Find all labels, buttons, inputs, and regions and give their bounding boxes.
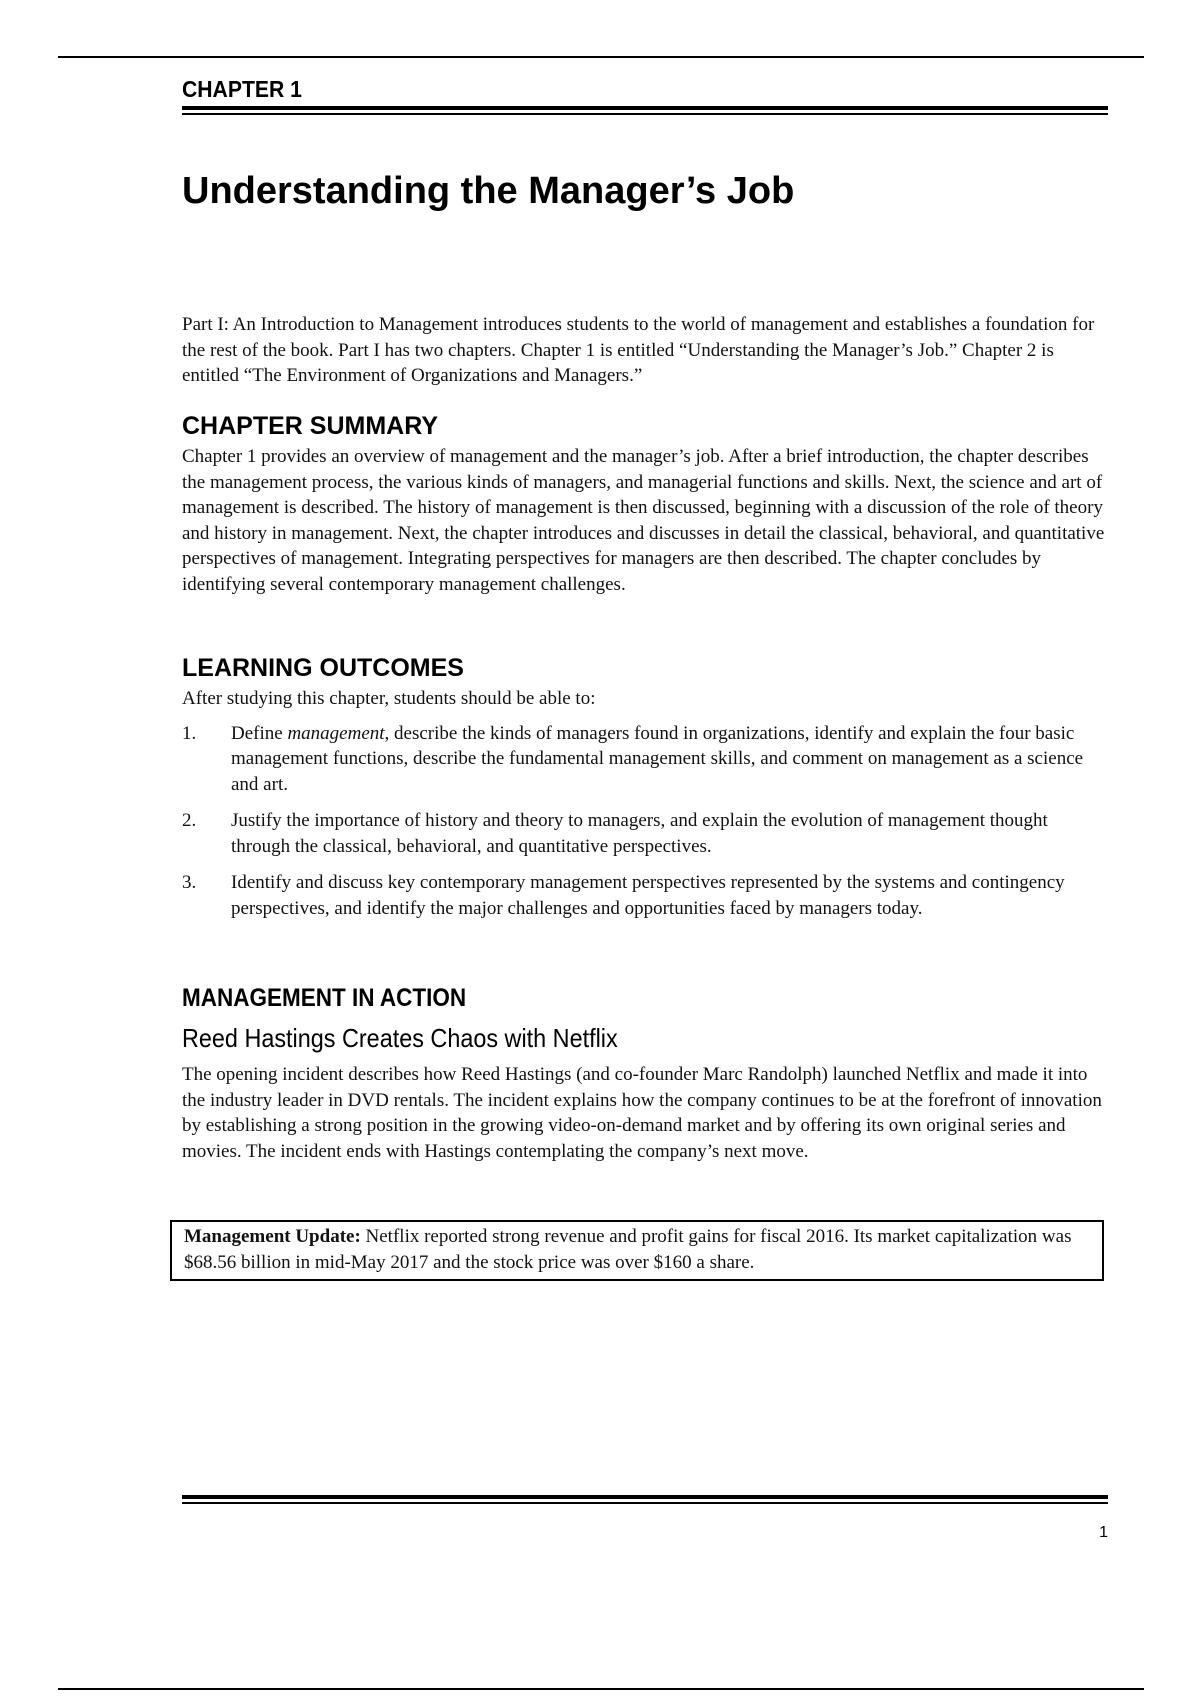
- chapter-summary-section: [182, 412, 1108, 597]
- list-item-text: Define: [231, 722, 288, 744]
- management-update-box: [170, 1220, 1104, 1281]
- learning-outcomes-heading: LEARNING OUTCOMES: [182, 654, 464, 682]
- learning-outcomes-list: [182, 721, 1108, 922]
- list-item: [182, 721, 1108, 798]
- list-item-number: 1.: [182, 722, 197, 744]
- page-top-rule: [58, 56, 1144, 58]
- learning-outcomes-lead: After studying this chapter, students should be able to:: [182, 688, 596, 709]
- management-update-label: Management Update:: [184, 1226, 361, 1247]
- list-item-text: Identify and discuss key contemporary management perspectives represented by the systems and contingency perspectives, and identify the major challenges and opportunities faced by managers today.: [231, 872, 1065, 919]
- management-in-action-heading: MANAGEMENT IN ACTION: [182, 984, 467, 1012]
- chapter-summary-text: Chapter 1 provides an overview of management and the manager’s job. After a brief introduction, the chapter describes the management process, the various kinds of managers, and managerial functions and skills. Next, the science and art of management is described. The history of management is then discussed, beginning with a discussion of the role of theory and history in management. Next, the chapter introduces and discusses in detail the classical, behavioral, and quantitative perspectives of management. Integrating perspectives for managers are then described. The chapter concludes by identifying several contemporary management challenges.: [182, 446, 1105, 595]
- page-number: 1: [1099, 1524, 1108, 1541]
- chapter-label: CHAPTER 1: [182, 76, 302, 102]
- case-subheading: Reed Hastings Creates Chaos with Netflix: [182, 1023, 618, 1053]
- document-page: [182, 72, 1108, 1541]
- management-update-body: Netflix reported strong revenue and profit gains for fiscal 2016. Its market capitalization was $68.56 billion in mid-May 2017 and the stock price was over $160 a share.: [184, 1226, 1072, 1273]
- intro-text: Part I: An Introduction to Management introduces students to the world of management and establishes a foundation for the rest of the book. Part I has two chapters. Chapter 1 is entitled “Understanding the Manager’s Job.” Chapter 2 is entitled “The Environment of Organizations and Managers.”: [182, 314, 1095, 386]
- management-in-action-section: [182, 984, 1108, 1164]
- case-text: The opening incident describes how Reed Hastings (and co-founder Marc Randolph) launched Netflix and made it into the industry leader in DVD rentals. The incident explains how the company continues to be at the forefront of innovation by establishing a strong position in the growing video-on-demand market and by offering its own original series and movies. The incident ends with Hastings contemplating the company’s next move.: [182, 1064, 1102, 1162]
- page-title: Understanding the Manager’s Job: [182, 170, 795, 212]
- management-update-text: [184, 1224, 1092, 1275]
- header-double-rule: [182, 106, 1108, 115]
- page-bottom-rule: [58, 1688, 1144, 1690]
- intro-paragraph: [182, 312, 1108, 389]
- chapter-summary-heading: CHAPTER SUMMARY: [182, 412, 439, 440]
- list-item: [182, 870, 1108, 921]
- list-item-text: , describe the kinds of managers found in organizations, identify and explain the four basic management functions, describe the fundamental management skills, and comment on management as a science and art.: [231, 722, 1084, 795]
- list-item-text: Justify the importance of history and theory to managers, and explain the evolution of management thought through the classical, behavioral, and quantitative perspectives.: [231, 810, 1048, 857]
- list-item-emphasis: management: [287, 722, 385, 744]
- list-item-number: 2.: [182, 810, 197, 831]
- list-item-number: 3.: [182, 872, 197, 893]
- footer-double-rule: [182, 1495, 1108, 1504]
- learning-outcomes-section: [182, 654, 1108, 932]
- list-item: [182, 808, 1108, 859]
